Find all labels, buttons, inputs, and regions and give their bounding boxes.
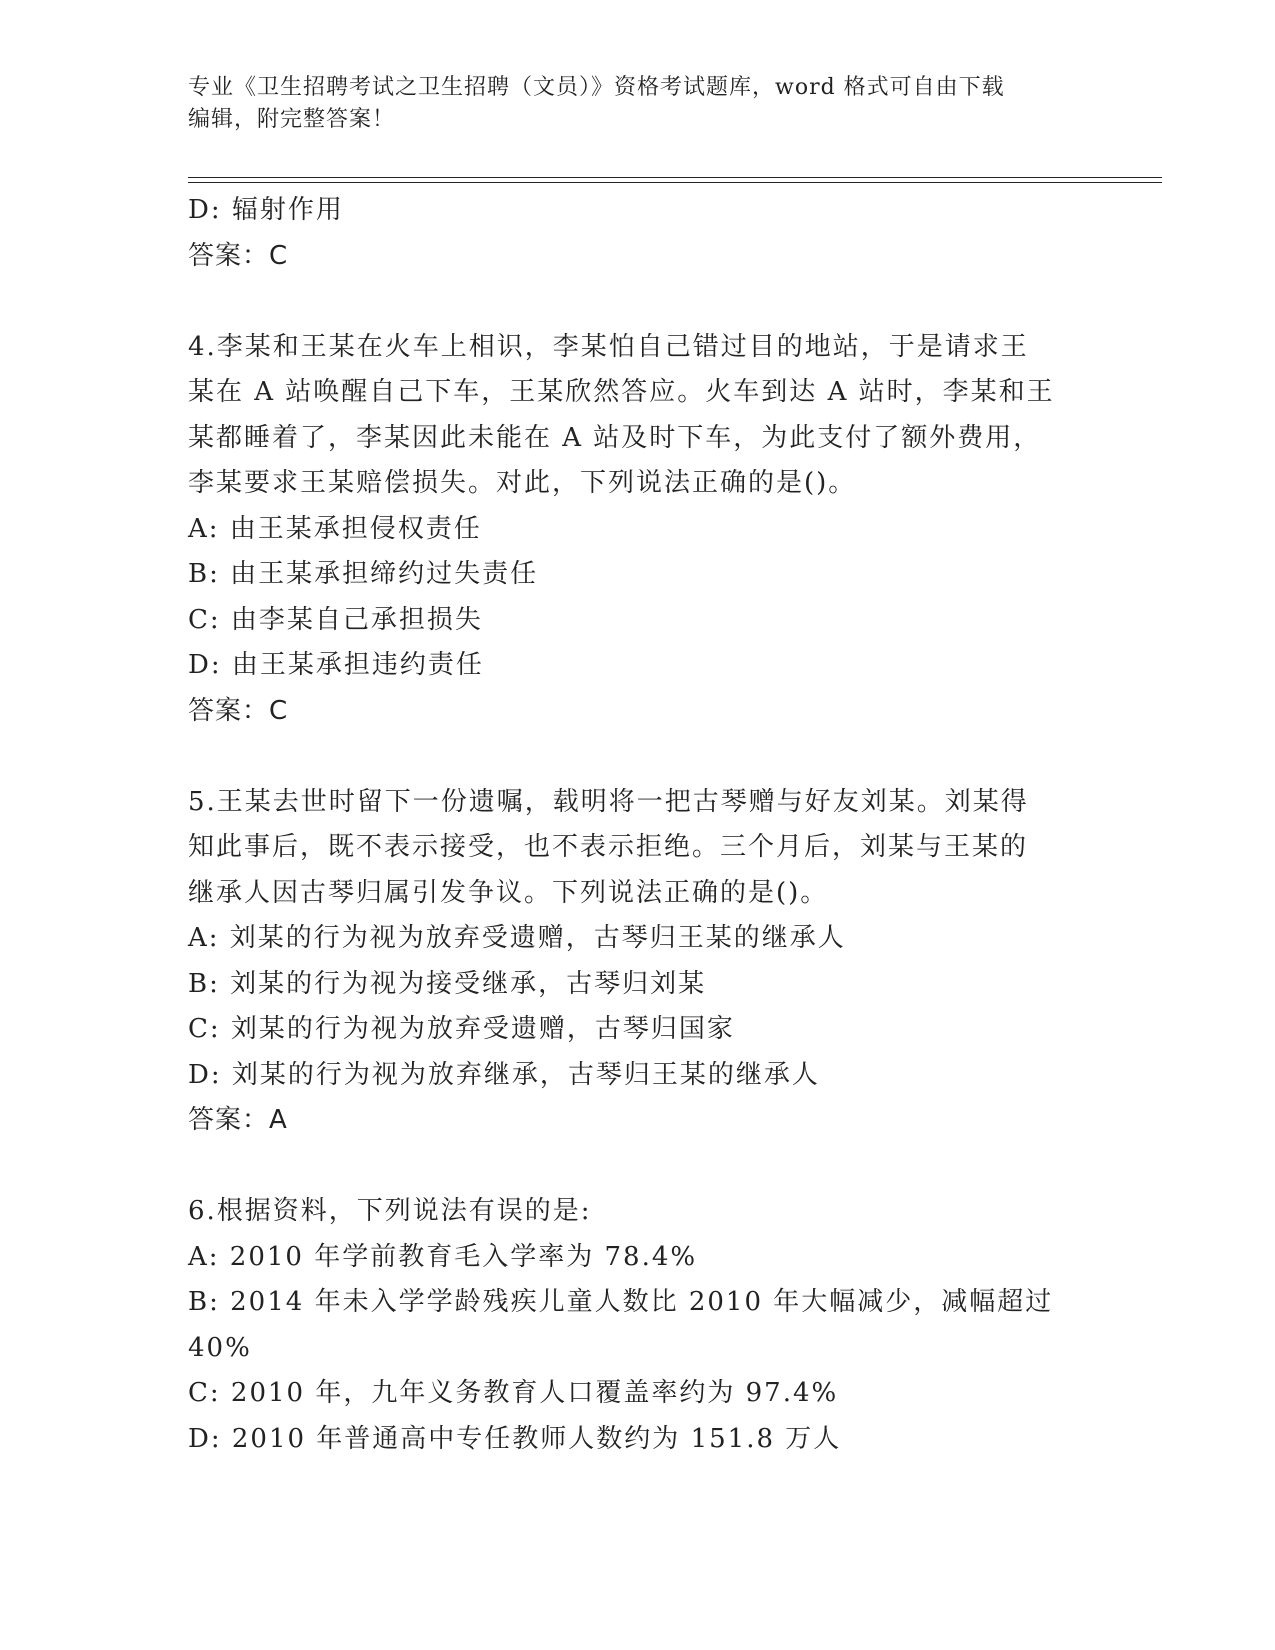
answer: 答案：C: [188, 240, 289, 271]
option-c: C: 刘某的行为视为放弃受遗赠，古琴归国家: [188, 1014, 735, 1044]
question-3-tail: [188, 188, 1088, 279]
option-a: A: 2010 年学前教育毛入学率为 78.4%: [188, 1241, 698, 1272]
header-divider-bottom: [188, 182, 1162, 183]
option-a: A: 由王某承担侵权责任: [188, 513, 482, 544]
option-d: D: 由王某承担违约责任: [188, 650, 484, 680]
option-d: D: 刘某的行为视为放弃继承，古琴归王某的继承人: [188, 1059, 820, 1090]
question-stem-line: 某都睡着了，李某因此未能在 A 站及时下车，为此支付了额外费用，: [188, 422, 1042, 453]
question-stem-line: 李某要求王某赔偿损失。对此，下列说法正确的是()。: [188, 468, 857, 498]
question-stem-line: 某在 A 站唤醒自己下车，王某欣然答应。火车到达 A 站时，李某和王: [188, 377, 1055, 407]
question-list: [188, 188, 1088, 1462]
header-line-2: 编辑，附完整答案！: [188, 107, 396, 132]
question-5: [188, 780, 1088, 1144]
question-stem-line: 5.王某去世时留下一份遗嘱，载明将一把古琴赠与好友刘某。刘某得: [188, 786, 1029, 817]
question-stem-line: 6.根据资料，下列说法有误的是:: [188, 1196, 592, 1226]
option-a: A: 刘某的行为视为放弃受遗赠，古琴归王某的继承人: [188, 923, 846, 953]
question-6: [188, 1189, 1088, 1462]
question-stem-line: 4.李某和王某在火车上相识，李某怕自己错过目的地站，于是请求王: [188, 331, 1029, 362]
question-4: [188, 325, 1088, 735]
answer: 答案：C: [188, 695, 289, 726]
option-b: B: 由王某承担缔约过失责任: [188, 559, 539, 589]
option-c: C: 由李某自己承担损失: [188, 604, 483, 635]
option-b-continued: 40%: [188, 1332, 252, 1363]
question-stem-line: 继承人因古琴归属引发争议。下列说法正确的是()。: [188, 877, 829, 908]
option-d: D: 2010 年普通高中专任教师人数约为 151.8 万人: [188, 1423, 842, 1454]
option-b: B: 2014 年未入学学龄残疾儿童人数比 2010 年大幅减少，减幅超过: [188, 1287, 1054, 1317]
option-d: D: 辐射作用: [188, 195, 344, 225]
header-divider-top: [188, 177, 1162, 178]
option-b: B: 刘某的行为视为接受继承，古琴归刘某: [188, 968, 707, 999]
spacer: [188, 1144, 1088, 1190]
page-header: [188, 72, 1088, 136]
spacer: [188, 734, 1088, 780]
header-line-1: 专业《卫生招聘考试之卫生招聘（文员）》资格考试题库，word 格式可自由下载: [188, 75, 1005, 100]
spacer: [188, 279, 1088, 325]
option-c: C: 2010 年，九年义务教育人口覆盖率约为 97.4%: [188, 1378, 839, 1408]
answer: 答案：A: [188, 1105, 288, 1135]
question-stem-line: 知此事后，既不表示接受，也不表示拒绝。三个月后，刘某与王某的: [188, 832, 1029, 862]
